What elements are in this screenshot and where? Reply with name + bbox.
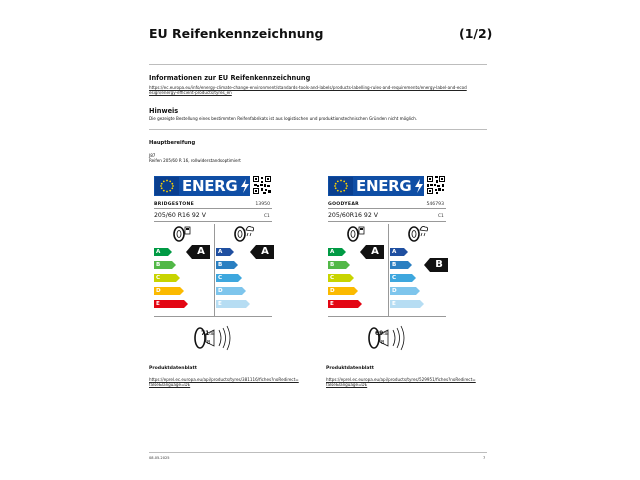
fuel-scale-c: C [154, 274, 176, 282]
energy-word: ENERG [182, 177, 238, 195]
divider [149, 64, 487, 65]
fuel-scale-b: B [154, 261, 172, 269]
tyre-size: 205/60R16 92 V [328, 212, 378, 219]
tyre-size: 205/60 R16 92 V [154, 212, 206, 219]
wet-scale-e: E [390, 300, 420, 308]
info-link[interactable]: https://ec.europa.eu/info/energy-climate-change-environment/standards-tools-and-labels/products-labelling-rules-and-requirements/energy-label-and-ecodesign/energy-efficient-products/tyres_en [149, 85, 467, 96]
noise-db: 69 [375, 330, 384, 337]
eu-stars-icon [155, 177, 179, 195]
wet-grip-tyre-icon [406, 224, 430, 242]
fuel-efficiency-tyre-icon [170, 224, 192, 242]
wet-scale-b: B [216, 261, 234, 269]
divider [328, 208, 446, 209]
tyre-label-2 [326, 172, 450, 352]
wet-rating-badge: A [256, 245, 274, 259]
tyre-class: C1 [264, 214, 270, 219]
wet-scale-a: A [390, 248, 404, 256]
tyre-code: 13950 [255, 202, 270, 207]
wet-scale-e: E [216, 300, 246, 308]
lightning-icon [414, 179, 424, 193]
tyre-class: C1 [438, 214, 444, 219]
noise-reading [201, 330, 215, 337]
footer-date: 08.05.2025 [149, 456, 170, 460]
notice-heading: Hinweis [149, 107, 179, 115]
wet-scale-c: C [216, 274, 238, 282]
divider [328, 221, 446, 222]
product-sheet-link-2[interactable]: https://eprel.ec.europa.eu/api/products/tyres/529951/fiches?noRedirect=false&language=DE [326, 377, 476, 388]
fuel-scale-b: B [328, 261, 346, 269]
wet-scale-d: D [216, 287, 242, 295]
wet-grip-tyre-icon [232, 224, 256, 242]
product-sheet-heading-1: Produktdatenblatt [149, 366, 197, 371]
main-tire-desc: Reifen 205/60 R 16, rollwiderstandsoptimiert [149, 158, 241, 163]
divider [214, 224, 215, 316]
noise-unit: dB [383, 331, 389, 336]
fuel-scale-d: D [154, 287, 180, 295]
fuel-scale-c: C [328, 274, 350, 282]
noise-reading [375, 330, 389, 337]
fuel-scale-d: D [328, 287, 354, 295]
wet-scale-d: D [390, 287, 416, 295]
energy-label-banner [328, 176, 424, 196]
lightning-icon [240, 179, 250, 193]
page-indicator: (1/2) [459, 26, 493, 41]
qr-code-icon [426, 175, 446, 195]
divider [154, 316, 272, 317]
info-heading: Informationen zur EU Reifenkennzeichnung [149, 74, 311, 82]
divider [149, 129, 487, 130]
wet-rating-badge: B [430, 258, 448, 272]
noise-db: 71 [201, 330, 210, 337]
divider [154, 221, 272, 222]
wet-scale-a: A [216, 248, 230, 256]
product-sheet-heading-2: Produktdatenblatt [326, 366, 374, 371]
page-title: EU Reifenkennzeichnung [149, 26, 324, 41]
fuel-rating-badge: A [192, 245, 210, 259]
fuel-scale-a: A [154, 248, 168, 256]
fuel-efficiency-tyre-icon [344, 224, 366, 242]
noise-unit: dB [209, 331, 215, 336]
tyre-brand: GOODYEAR [328, 202, 360, 207]
wet-scale-c: C [390, 274, 412, 282]
divider [388, 224, 389, 316]
energy-word: ENERG [356, 177, 412, 195]
footer-page-number: 7 [483, 456, 486, 460]
fuel-rating-badge: A [366, 245, 384, 259]
divider [154, 208, 272, 209]
tyre-brand: BRIDGESTONE [154, 202, 195, 207]
divider [149, 452, 487, 453]
fuel-scale-a: A [328, 248, 342, 256]
noise-class: B [207, 340, 211, 346]
fuel-scale-e: E [328, 300, 358, 308]
energy-label-banner [154, 176, 250, 196]
notice-text: Die gezeigte Bestellung eines bestimmten Reifenfabrikats ist aus logistischen und produktionstechnischen Gründen nicht möglich. [149, 116, 418, 121]
eu-stars-icon [329, 177, 353, 195]
tyre-code: 546793 [426, 202, 444, 207]
fuel-scale-e: E [154, 300, 184, 308]
main-tire-code: J87 [149, 153, 156, 158]
main-tire-heading: Hauptbereifung [149, 140, 196, 146]
tyre-label-1 [152, 172, 276, 352]
product-sheet-link-1[interactable]: https://eprel.ec.europa.eu/api/products/tyres/381116/fiches?noRedirect=false&language=DE [149, 377, 299, 388]
wet-scale-b: B [390, 261, 408, 269]
noise-class: B [381, 340, 385, 346]
qr-code-icon [252, 175, 272, 195]
divider [328, 316, 446, 317]
